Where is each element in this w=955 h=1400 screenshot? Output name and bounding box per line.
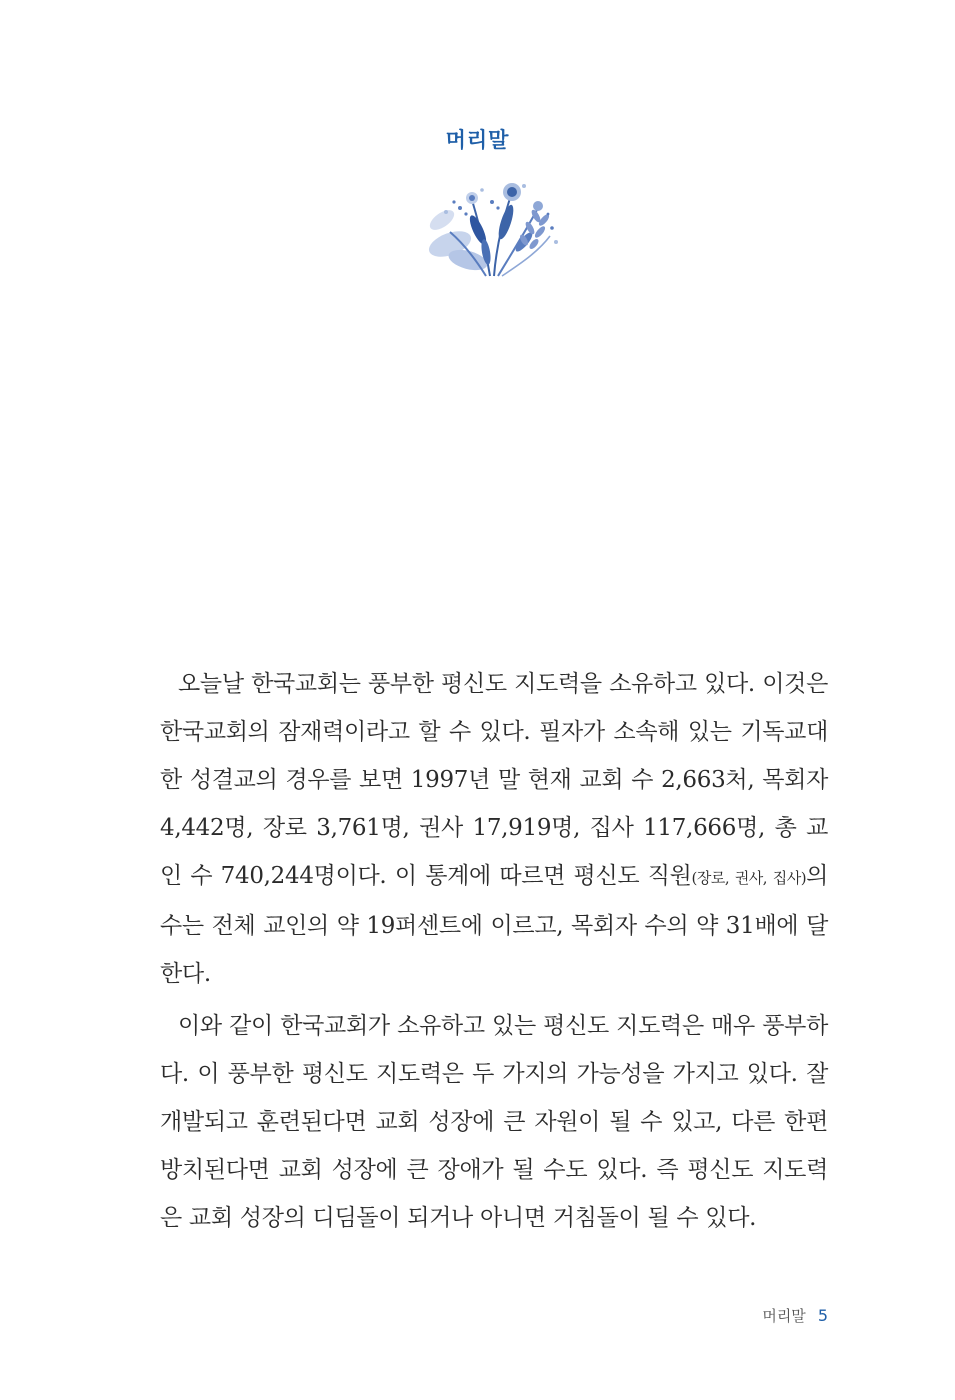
paragraph-2: 이와 같이 한국교회가 소유하고 있는 평신도 지도력은 매우 풍부하다. 이 풍부한 평신도 지도력은 두 가지의 가능성을 가지고 있다. 잘 개발되고 훈련된다면 교회 성장에 큰 자원이 될 수 있고, 다른 한편 방치된다면 교회 성장에 큰 장애가 될 수도 있다. 즉 평신도 지도력은 교회 성장의 디딤돌이 되거나 아니면 거침돌이 될 수 있다. bbox=[160, 1013, 828, 1231]
paragraph-1 bbox=[160, 660, 828, 998]
footer-section-label: 머리말 bbox=[762, 1307, 806, 1325]
flower-bouquet-icon bbox=[420, 172, 565, 280]
page-number: 5 bbox=[817, 1306, 828, 1325]
paragraph-1-text-a: 오늘날 한국교회는 풍부한 평신도 지도력을 소유하고 있다. 이것은 한국교회의 잠재력이라고 할 수 있다. 필자가 소속해 있는 기독교대한 성결교의 경우를 보면 1997년 말 현재 교회 수 2,663처, 목회자 4,442명, 장로 3,761명, 권사 17,919명, 집사 117,666명, 총 교인 수 740,244명이다. 이 통계에 따르면 평신도 직원 bbox=[160, 671, 828, 889]
paragraph-1-text-b: 의 수는 전체 교인의 약 19퍼센트에 이르고, 목회자 수의 약 31배에 달한다. bbox=[160, 863, 828, 987]
page-footer bbox=[762, 1305, 828, 1326]
page-title: 머리말 bbox=[445, 128, 510, 152]
paragraph-1-note: (장로, 권사, 집사) bbox=[691, 869, 807, 887]
